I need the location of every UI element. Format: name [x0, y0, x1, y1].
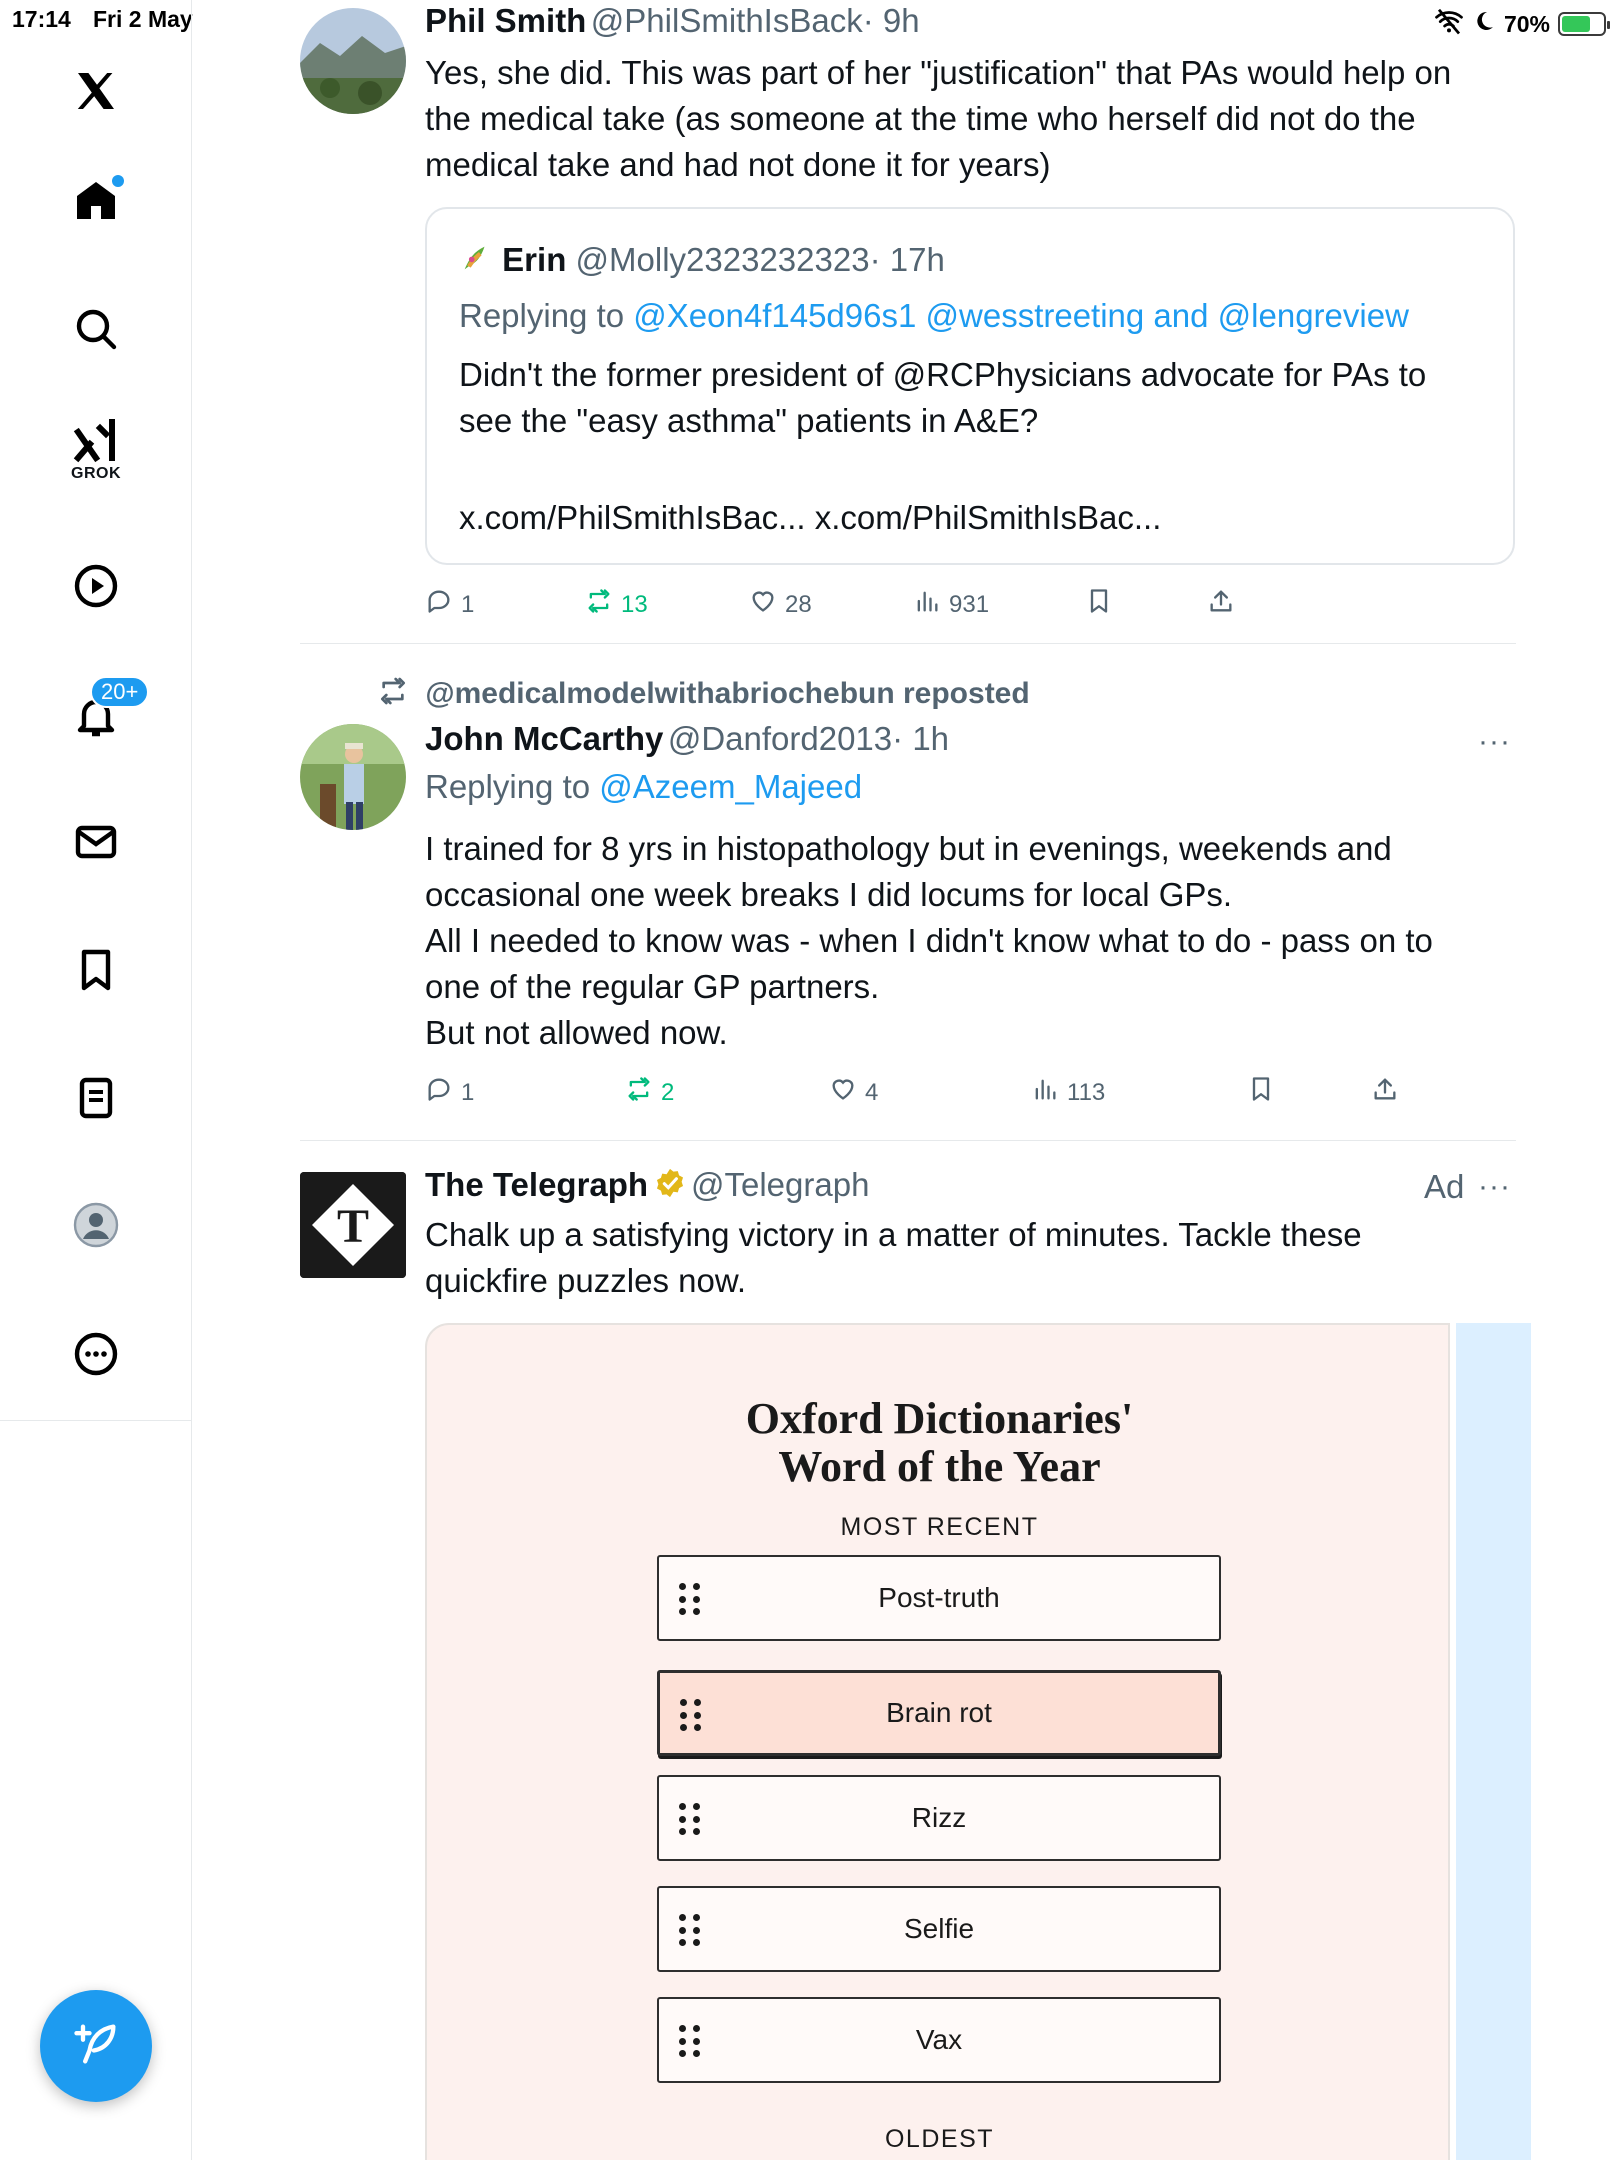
tweet-body: [425, 50, 1525, 188]
repost-label: [377, 675, 1030, 715]
replying-to-links[interactable]: @Xeon4f145d96s1 @wesstreeting and @lengreview: [633, 297, 1409, 334]
word-label: Post-truth: [878, 1582, 1000, 1613]
telegraph-logo[interactable]: [300, 1172, 406, 1278]
tweet-divider: [300, 643, 1516, 644]
ad-card[interactable]: [425, 1323, 1450, 2160]
more-options-button[interactable]: ···: [1478, 1170, 1511, 1203]
quote-avatar-icon: [459, 241, 493, 283]
drag-handle-icon[interactable]: [679, 1583, 699, 1617]
reply-button[interactable]: [425, 1075, 474, 1110]
replying-to: [425, 768, 862, 806]
tweet-line: quickfire puzzles now.: [425, 1262, 746, 1299]
reposted-by[interactable]: @medicalmodelwithabriochebun reposted: [425, 677, 1030, 710]
tweet-line: medical take and had not done it for years): [425, 146, 1051, 183]
tweet-line: Yes, she did. This was part of her "justification" that PAs would help on: [425, 54, 1452, 91]
author-name[interactable]: John McCarthy: [425, 720, 664, 757]
battery-percentage: 70%: [1503, 10, 1550, 37]
author-name[interactable]: Phil Smith: [425, 2, 587, 39]
share-button[interactable]: [1207, 587, 1235, 622]
replying-to-link[interactable]: @Azeem_Majeed: [599, 768, 863, 805]
drag-handle-icon[interactable]: [679, 1803, 699, 1837]
repost-icon: [625, 1075, 653, 1110]
reply-button[interactable]: [425, 587, 474, 622]
quote-author-handle[interactable]: @Molly2323232323: [575, 241, 870, 278]
repost-count: 13: [621, 590, 648, 618]
sidebar-item-search[interactable]: [60, 295, 132, 367]
repost-icon: [377, 675, 409, 715]
tweet-time: · 1h: [892, 720, 950, 757]
drag-handle-icon[interactable]: [680, 1699, 700, 1733]
x-logo-icon[interactable]: [60, 55, 132, 127]
word-tile[interactable]: [657, 1997, 1221, 2083]
heart-icon: [829, 1075, 857, 1110]
word-tile[interactable]: [657, 1886, 1221, 1972]
quoted-tweet[interactable]: [425, 207, 1515, 565]
views-button[interactable]: [1031, 1075, 1105, 1110]
status-date: Fri 2 May: [93, 6, 193, 32]
view-count: 113: [1067, 1078, 1106, 1106]
tweet-line: one of the regular GP partners.: [425, 968, 880, 1005]
sidebar-item-notifications[interactable]: [60, 679, 139, 754]
replying-prefix: Replying to: [425, 768, 591, 805]
sidebar-item-profile[interactable]: [60, 1191, 132, 1263]
reply-icon: [425, 1075, 453, 1110]
ad-card-title: [427, 1395, 1450, 1491]
share-button[interactable]: [1371, 1075, 1399, 1110]
word-label: Rizz: [911, 1802, 967, 1833]
sidebar-item-messages[interactable]: [60, 808, 132, 880]
bookmark-button[interactable]: [1085, 587, 1113, 622]
play-icon: [72, 562, 120, 615]
ad-title-line: Oxford Dictionaries': [745, 1394, 1134, 1443]
tweet-body: [425, 1212, 1525, 1304]
author-name[interactable]: The Telegraph: [425, 1166, 649, 1203]
share-icon: [1371, 1075, 1399, 1110]
word-label: Selfie: [903, 1913, 975, 1944]
like-button[interactable]: [829, 1075, 878, 1110]
telegraph-logo-mark: T: [336, 1200, 370, 1253]
like-count: 4: [865, 1078, 879, 1106]
quote-body: [459, 352, 1489, 444]
oldest-label: OLDEST: [884, 2125, 995, 2153]
ad-label: Ad: [1424, 1168, 1465, 1205]
tweet-actions: [425, 1075, 1525, 1115]
bookmark-icon: [1085, 587, 1113, 622]
wifi-off-icon: [1434, 6, 1464, 42]
sidebar-item-bookmarks[interactable]: [60, 936, 132, 1008]
quote-header: [459, 241, 945, 283]
next-card-preview[interactable]: [1456, 1323, 1531, 2160]
word-label: Vax: [915, 2024, 963, 2055]
word-label: Brain rot: [886, 1697, 992, 1728]
replying-prefix: Replying to: [459, 297, 625, 334]
sidebar-item-home[interactable]: [60, 167, 132, 239]
share-icon: [1207, 587, 1235, 622]
tweet-time: · 9h: [862, 2, 920, 39]
word-tile[interactable]: [657, 1775, 1221, 1861]
search-icon: [72, 305, 120, 358]
word-tile[interactable]: [657, 1555, 1221, 1641]
sidebar: [0, 0, 192, 2160]
tweet-body: [425, 826, 1525, 1056]
sidebar-divider: [0, 1420, 192, 1421]
profile-icon: [72, 1201, 120, 1254]
tweet-line: Chalk up a satisfying victory in a matter of minutes. Tackle these: [425, 1216, 1362, 1253]
sidebar-item-video[interactable]: [60, 552, 132, 624]
avatar[interactable]: [300, 724, 406, 830]
compose-icon: [70, 2018, 122, 2075]
quote-author-name[interactable]: Erin: [502, 241, 567, 278]
author-handle[interactable]: @PhilSmithIsBack: [590, 2, 863, 39]
status-time: 17:14: [12, 6, 71, 32]
quote-links[interactable]: x.com/PhilSmithIsBac... x.com/PhilSmithIsBac...: [459, 499, 1162, 536]
bookmark-icon: [1247, 1075, 1275, 1110]
status-indicators: [1434, 6, 1606, 42]
more-options-button[interactable]: ···: [1478, 725, 1511, 758]
repost-button[interactable]: [585, 587, 648, 622]
tweet-line: I trained for 8 yrs in histopathology but in evenings, weekends and: [425, 830, 1392, 867]
views-icon: [913, 587, 941, 622]
verified-badge-icon: [653, 1166, 687, 1205]
heart-icon: [749, 587, 777, 622]
quote-time: · 17h: [869, 241, 945, 278]
repost-count: 2: [661, 1078, 675, 1106]
sidebar-item-grok[interactable]: [60, 415, 132, 487]
tweet-divider: [300, 1140, 1516, 1141]
avatar[interactable]: [300, 8, 406, 114]
more-icon: [72, 1330, 120, 1383]
bookmark-button[interactable]: [1247, 1075, 1275, 1110]
quote-replying: [459, 297, 1409, 335]
drag-handle-icon[interactable]: [679, 2025, 699, 2059]
tweet-line: the medical take (as someone at the time who herself did not do the: [425, 100, 1416, 137]
reply-count: 1: [461, 590, 475, 618]
tweet-header: [425, 2, 920, 40]
notification-badge: 20+: [90, 676, 149, 708]
most-recent-label: MOST RECENT: [840, 1513, 1039, 1541]
like-button[interactable]: [749, 587, 812, 622]
home-unread-dot: [112, 175, 124, 187]
ad-title-line: Word of the Year: [778, 1442, 1101, 1491]
battery-level: [1562, 16, 1590, 32]
repost-icon: [585, 587, 613, 622]
tweet-line: All I needed to know was - when I didn't know what to do - pass on to: [425, 922, 1433, 959]
sidebar-item-lists[interactable]: [60, 1064, 132, 1136]
tweet-header: [425, 1166, 869, 1205]
reply-count: 1: [461, 1078, 475, 1106]
author-handle[interactable]: @Danford2013: [667, 720, 893, 757]
repost-button[interactable]: [625, 1075, 674, 1110]
mail-icon: [72, 818, 120, 871]
drag-handle-icon[interactable]: [679, 1914, 699, 1948]
quote-line: Didn't the former president of @RCPhysicians advocate for PAs to: [459, 356, 1427, 393]
grok-label: GROK: [71, 465, 121, 482]
word-tile[interactable]: [657, 1670, 1221, 1756]
tweet-line: But not allowed now.: [425, 1014, 728, 1051]
sidebar-item-more[interactable]: [60, 1320, 132, 1392]
tweet-line: occasional one week breaks I did locums for local GPs.: [425, 876, 1233, 913]
tweet-header: [425, 720, 949, 758]
grok-icon: [72, 418, 120, 471]
quote-line: see the "easy asthma" patients in A&E?: [459, 402, 1039, 439]
view-count: 931: [949, 590, 990, 618]
list-icon: [72, 1074, 120, 1127]
like-count: 28: [785, 590, 812, 618]
bookmark-icon: [72, 946, 120, 999]
author-handle[interactable]: @Telegraph: [691, 1166, 870, 1203]
reply-icon: [425, 587, 453, 622]
compose-button[interactable]: [40, 1990, 152, 2102]
tweet-actions: [425, 587, 1525, 627]
moon-icon: [1472, 9, 1496, 39]
battery-icon: [1558, 12, 1606, 36]
views-icon: [1031, 1075, 1059, 1110]
views-button[interactable]: [913, 587, 989, 622]
